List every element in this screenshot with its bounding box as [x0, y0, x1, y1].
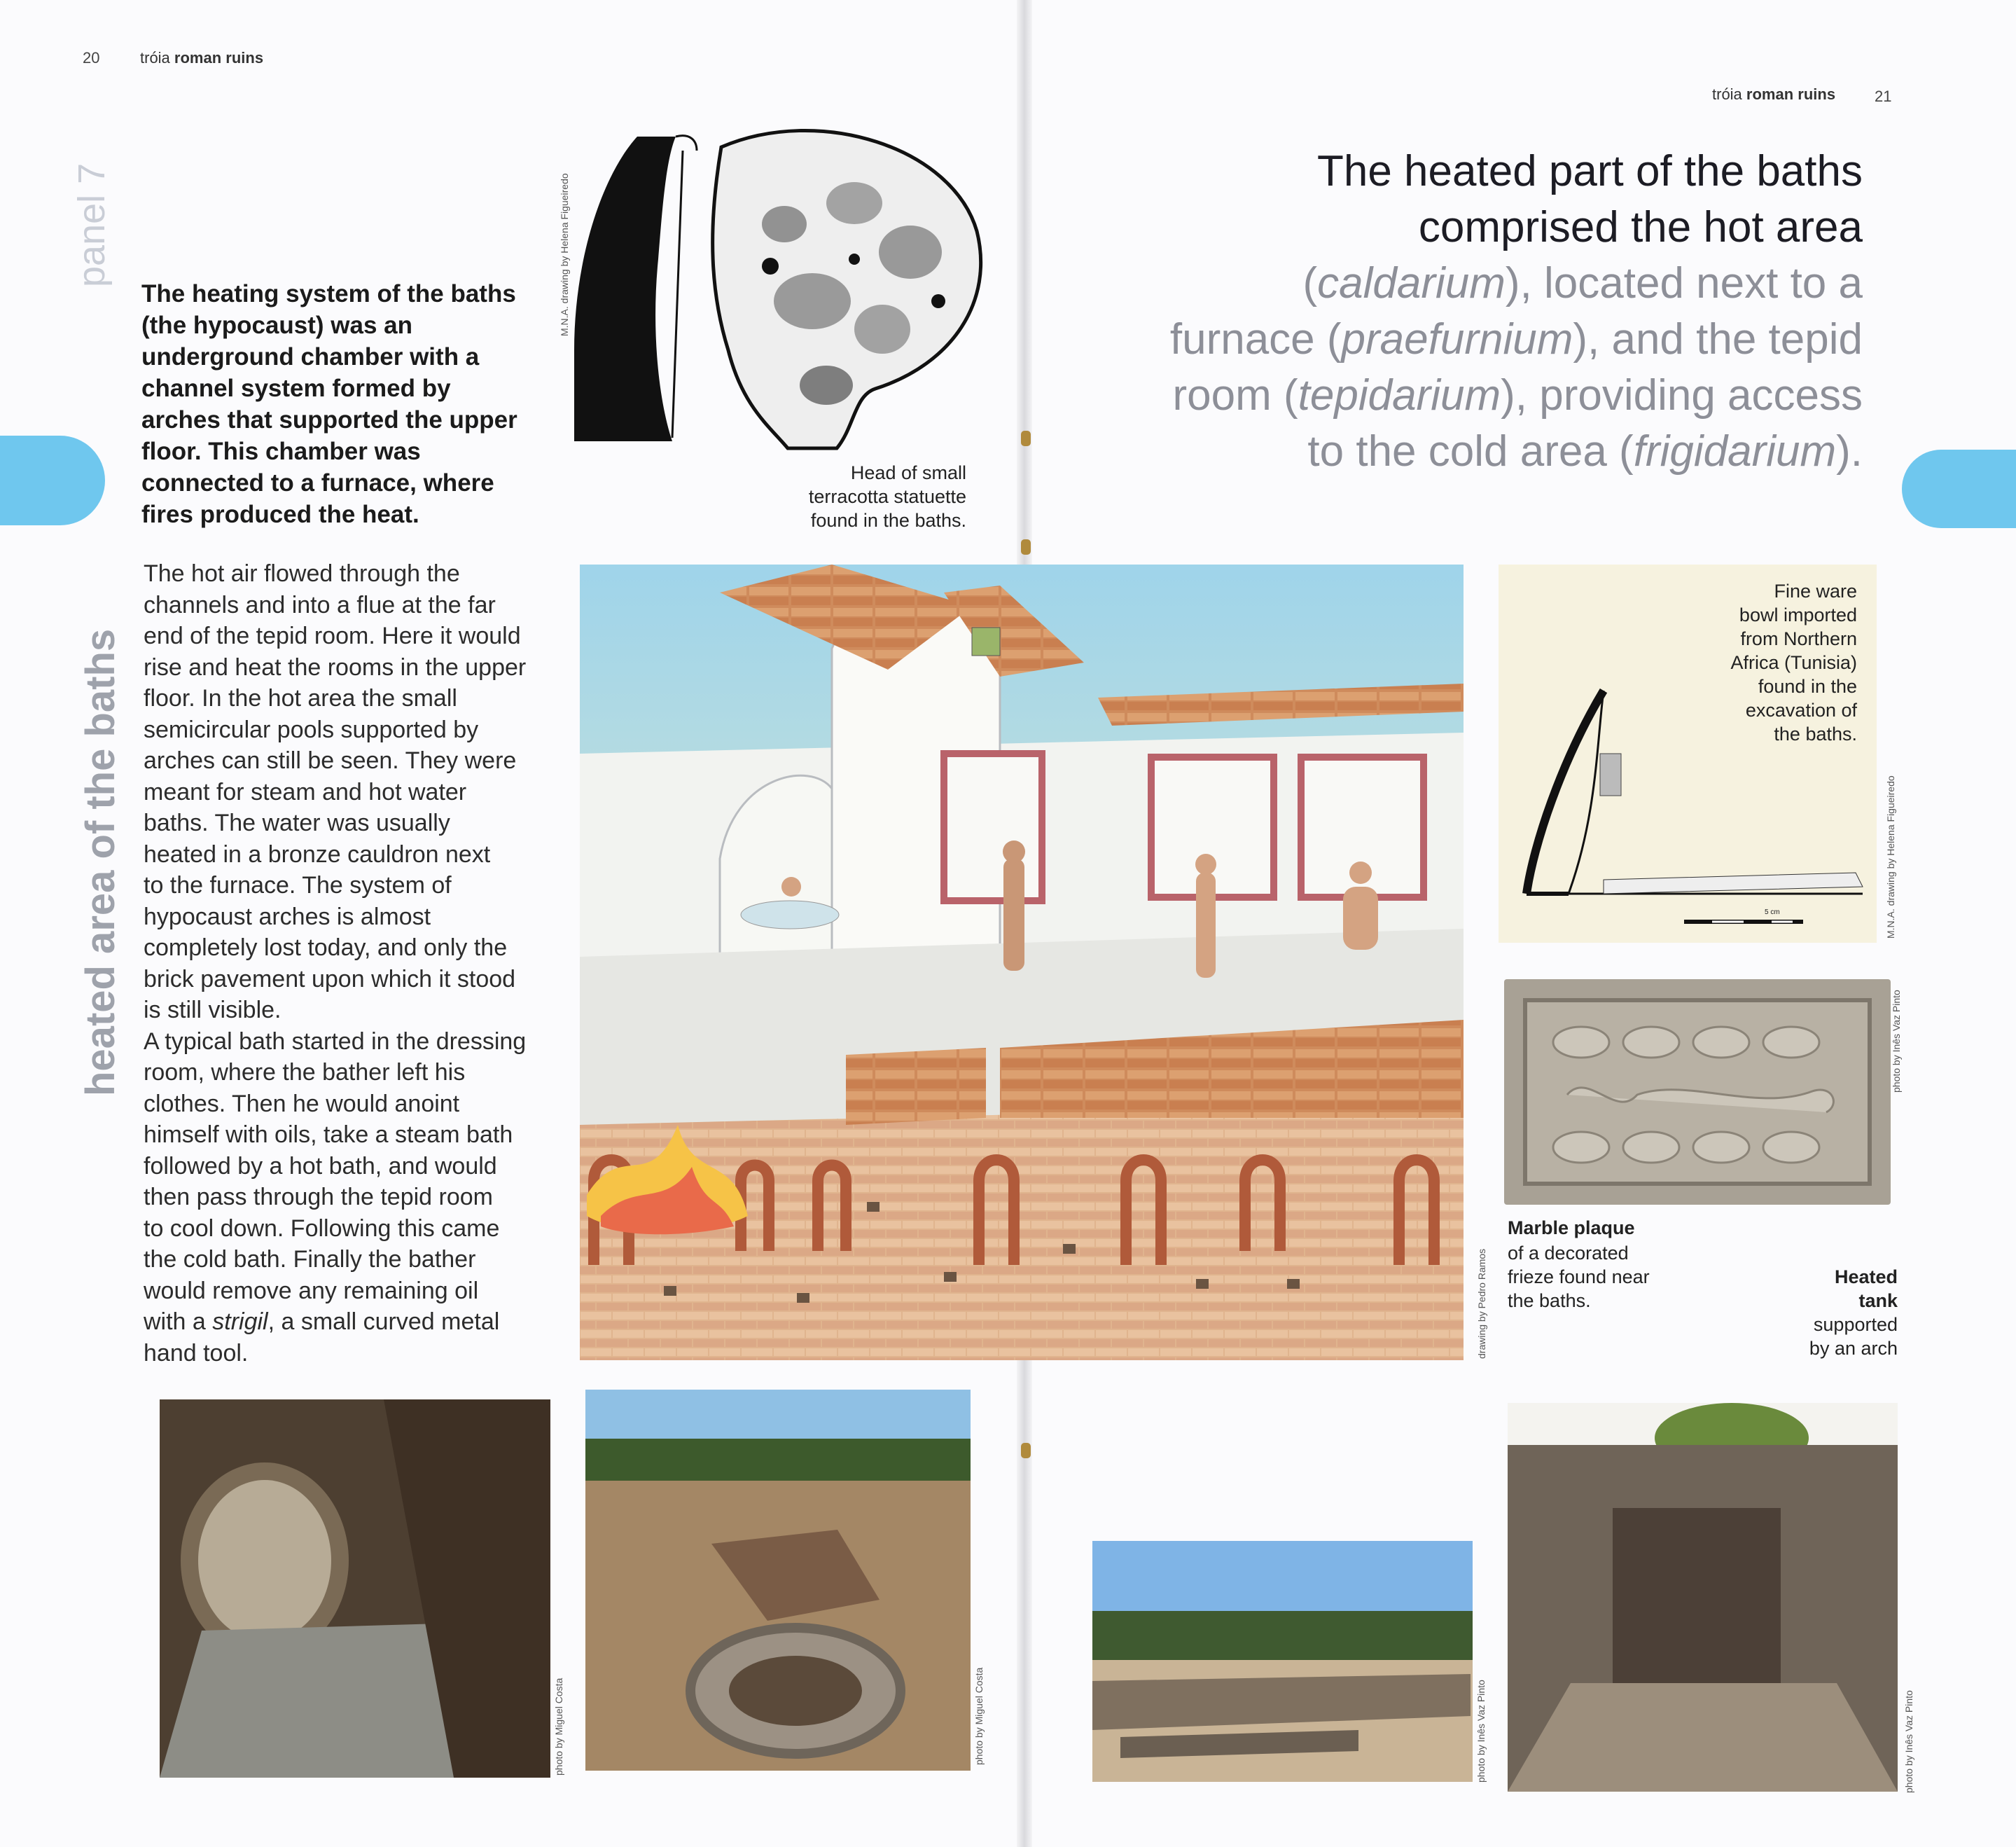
caption-line: from Northern [1740, 628, 1857, 649]
body-line: baths. The water was usually [144, 810, 450, 836]
heated-tank-photo [1508, 1403, 1898, 1792]
body-line: arches can still be seen. They were [144, 747, 517, 774]
arch-tunnel-photo [160, 1399, 550, 1778]
caption-line: the baths. [1508, 1290, 1591, 1311]
body-line: the cold bath. Finally the bather [144, 1246, 476, 1273]
section-title: heated area of the baths [78, 628, 123, 1096]
intro-line: arches that supported the upper [141, 406, 517, 434]
intro-line: connected to a furnace, where [141, 469, 494, 497]
body-line: hand tool. [144, 1339, 249, 1367]
headline-line: The heated part of the baths [1317, 147, 1863, 195]
caption-line: of a decorated [1508, 1243, 1629, 1264]
staple [1021, 431, 1031, 446]
body-line: floor. In the hot area the small [144, 685, 457, 712]
intro-paragraph [141, 278, 562, 530]
body-line: with a strigil, a small curved metal [144, 1308, 500, 1335]
caption-line: excavation of [1745, 700, 1857, 721]
body-line: is still visible. [144, 997, 281, 1023]
photo3-credit: photo by Inês Vaz Pinto [1475, 1680, 1487, 1783]
caption-line: frieze found near [1508, 1266, 1650, 1287]
body-line: brick pavement upon which it stood [144, 965, 516, 992]
header-bold: roman ruins [174, 49, 264, 67]
tank-caption [1737, 1265, 1898, 1360]
bath-reconstruction-drawing [580, 565, 1464, 1360]
intro-line: The heating system of the baths [141, 280, 516, 307]
headline-line: furnace (praefurnium), and the tepid [1169, 315, 1863, 364]
body-line: The hot air flowed through the [144, 560, 460, 587]
body-line: meant for steam and hot water [144, 778, 467, 805]
headline-line: (caldarium), located next to a [1302, 259, 1863, 307]
drawing-credit: drawing by Pedro Ramos [1476, 1248, 1487, 1359]
page-number-right: 21 [1875, 88, 1892, 105]
body-line: completely lost today, and only the [144, 934, 508, 961]
ruins-pool-photo [585, 1390, 971, 1771]
header-prefix: tróia [140, 49, 170, 67]
caption-line: by an arch [1809, 1338, 1898, 1359]
caption-line: supported [1813, 1314, 1898, 1335]
body-line: room, where the bather left his [144, 1059, 466, 1086]
marble-plaque-photo [1504, 979, 1891, 1205]
blue-tab-right [1902, 450, 2016, 528]
caption-line: terracotta statuette [808, 486, 966, 507]
body-line: clothes. Then he would anoint [144, 1090, 460, 1117]
statuette-credit: M.N.A. drawing by Helena Figueiredo [559, 173, 570, 336]
staple [1021, 1443, 1031, 1458]
caption-line: found in the [1758, 676, 1857, 697]
body-line: semicircular pools supported by [144, 716, 479, 743]
plaque-caption [1508, 1241, 1690, 1313]
photo1-credit: photo by Miguel Costa [553, 1677, 564, 1776]
caption-line: the baths. [1774, 724, 1857, 745]
plaque-title: Marble plaque [1508, 1217, 1635, 1238]
caption-line: Fine ware [1774, 581, 1857, 602]
intro-line: fires produced the heat. [141, 501, 419, 528]
statuette-drawing [560, 119, 994, 469]
headline-line: to the cold area (frigidarium). [1307, 427, 1863, 476]
body-line: to cool down. Following this came [144, 1215, 500, 1242]
photo4-credit: photo by Inês Vaz Pinto [1903, 1690, 1914, 1793]
headline-line: room (tepidarium), providing access [1172, 371, 1863, 420]
blue-tab-left [0, 436, 105, 525]
running-header-left [140, 49, 263, 67]
body-line: himself with oils, take a steam bath [144, 1121, 513, 1148]
caption-line: found in the baths. [810, 510, 966, 531]
caption-line: Head of small [850, 462, 966, 483]
ruins-overview-photo [1092, 1541, 1473, 1782]
intro-line: floor. This chamber was [141, 438, 421, 465]
caption-line: Africa (Tunisia) [1730, 652, 1857, 673]
headline [1092, 144, 1863, 480]
intro-line: channel system formed by [141, 375, 451, 402]
body-line: hypocaust arches is almost [144, 903, 431, 930]
header-prefix: tróia [1712, 85, 1742, 103]
statuette-caption [756, 461, 966, 532]
tank-title-line: tank [1858, 1290, 1898, 1311]
running-header-right [1712, 85, 1835, 104]
page-number-left: 20 [83, 49, 100, 67]
plaque-credit: photo by Inês Vaz Pinto [1891, 990, 1902, 1093]
photo2-credit: photo by Miguel Costa [973, 1667, 985, 1765]
intro-line: (the hypocaust) was an [141, 312, 413, 339]
body-line: end of the tepid room. Here it would [144, 623, 521, 649]
caption-line: bowl imported [1739, 604, 1857, 625]
body-line: A typical bath started in the dressing [144, 1028, 527, 1055]
tank-title-line: Heated [1834, 1266, 1898, 1287]
intro-line: underground chamber with a [141, 343, 480, 371]
header-bold: roman ruins [1746, 85, 1836, 103]
body-line: then pass through the tepid room [144, 1184, 493, 1210]
body-line: would remove any remaining oil [144, 1277, 479, 1304]
bowl-scale-label: 5 cm [1765, 908, 1780, 916]
body-line: followed by a hot bath, and would [144, 1152, 497, 1180]
panel-label: panel 7 [71, 162, 113, 287]
headline-line: comprised the hot area [1418, 203, 1863, 251]
body-line: to the furnace. The system of [144, 872, 452, 899]
body-line: channels and into a flue at the far [144, 591, 496, 618]
bowl-caption [1639, 579, 1857, 746]
body-paragraph [144, 558, 564, 1369]
body-line: rise and heat the rooms in the upper [144, 653, 527, 681]
bowl-credit: M.N.A. drawing by Helena Figueiredo [1885, 775, 1896, 939]
staple [1021, 539, 1031, 555]
body-line: heated in a bronze cauldron next [144, 841, 491, 868]
